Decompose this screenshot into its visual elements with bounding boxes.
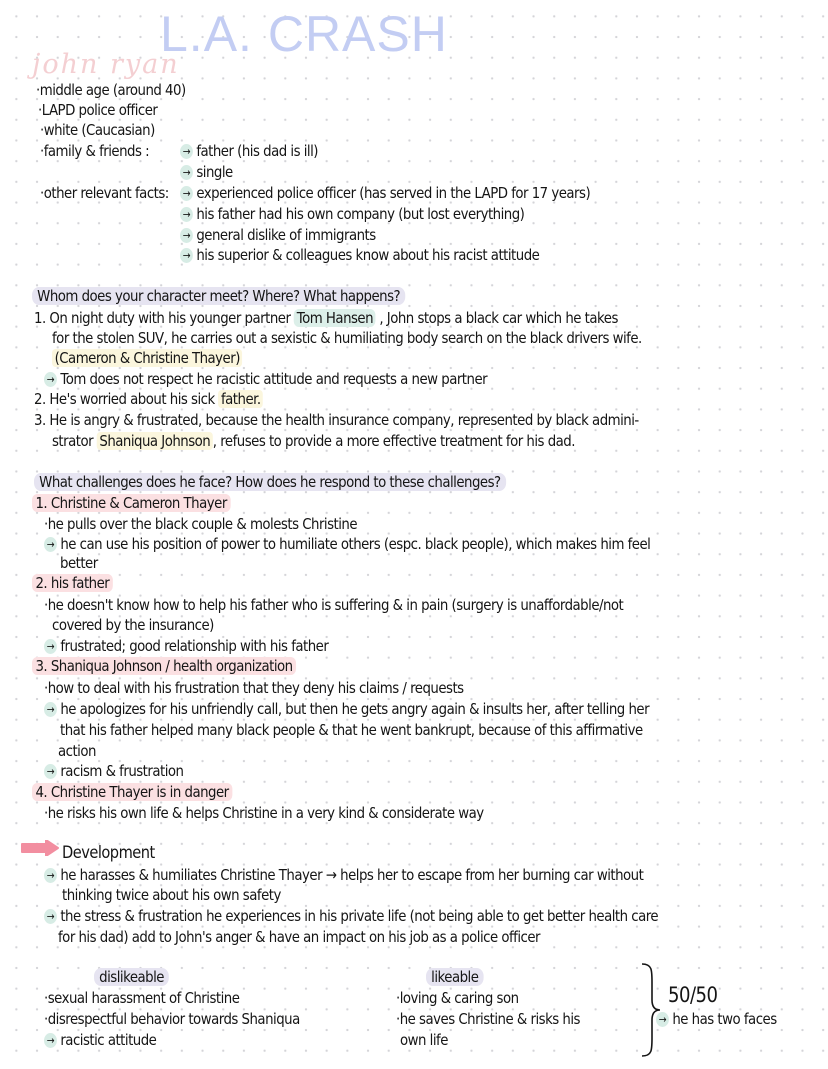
ratio-value: 50/50 [668, 983, 718, 1007]
development-item-1-cont: thinking twice about his own safety [62, 886, 281, 904]
likeable-heading: likeable [426, 967, 484, 987]
arrow-icon: → [44, 1033, 57, 1048]
arrow-icon: → [44, 639, 57, 654]
arrow-icon: → [180, 248, 193, 263]
likeable-item-cont: own life [400, 1031, 448, 1049]
likeable-item: ·he saves Christine & risks his [396, 1010, 580, 1028]
meet-item-3-cont: strator Shaniqua Johnson , refuses to provide a more effective treatment for his dad. [52, 432, 575, 450]
meet-item-1-names: (Cameron & Christine Thayer) [52, 348, 242, 368]
arrow-icon: → [325, 866, 337, 884]
arrow-icon: → [180, 144, 193, 159]
meet-item-1-arrow: → Tom does not respect he racistic attitude and requests a new partner [44, 369, 487, 389]
dislikeable-heading: dislikeable [94, 967, 169, 987]
other-fact: → his father had his own company (but lost everything) [180, 204, 524, 224]
development-item-2: → the stress & frustration he experiences in his private life (not being able to get better health care [44, 906, 658, 926]
pink-arrow-icon [20, 840, 60, 856]
challenge-2-bullet-cont: covered by the insurance) [52, 616, 214, 634]
arrow-icon: → [44, 702, 57, 717]
challenge-3-title: 3. Shaniqua Johnson / health organization [32, 656, 296, 676]
arrow-icon: → [44, 537, 57, 552]
challenge-4-bullet: ·he risks his own life & helps Christine in a very kind & considerate way [44, 804, 484, 822]
arrow-icon: → [44, 909, 57, 924]
other-fact: → general dislike of immigrants [180, 225, 376, 245]
meet-item-2: 2. He's worried about his sick father. [34, 389, 263, 409]
challenge-3-arrow: → he apologizes for his unfriendly call, but then he gets angry again & insults her, after telling her [44, 699, 649, 719]
challenge-1-arrow: → he can use his position of power to humiliate others (espc. black people), which makes him feel [44, 534, 650, 554]
challenge-1-bullet: ·he pulls over the black couple & molests Christine [44, 515, 358, 533]
meet-item-1-cont: for the stolen SUV, he carries out a sexistic & humiliating body search on the black drivers wife. [52, 329, 642, 347]
challenge-1-title: 1. Christine & Cameron Thayer [32, 493, 230, 513]
arrow-icon: → [180, 228, 193, 243]
profile-fact: ·white (Caucasian) [40, 121, 155, 139]
other-fact: → experienced police officer (has served in the LAPD for 17 years) [180, 183, 590, 203]
arrow-icon: → [44, 868, 57, 883]
challenges-heading: What challenges does he face? How does he respond to these challenges? [34, 472, 506, 492]
arrow-icon: → [180, 186, 193, 201]
challenge-2-arrow: → frustrated; good relationship with his father [44, 636, 328, 656]
challenge-3-arrow-cont: action [58, 742, 96, 760]
character-name: john ryan [32, 49, 180, 80]
family-label: ·family & friends : [40, 142, 150, 160]
profile-fact: ·middle age (around 40) [36, 81, 186, 99]
dislikeable-arrow: → racistic attitude [44, 1030, 156, 1050]
dislikeable-item: ·sexual harassment of Christine [44, 989, 240, 1007]
arrow-icon: → [44, 764, 57, 779]
arrow-icon: → [44, 372, 57, 387]
likeable-item: ·loving & caring son [396, 989, 519, 1007]
page-title: L.A. CRASH [160, 6, 448, 62]
development-item-1: → he harasses & humiliates Christine Thayer → helps her to escape from her burning car without [44, 865, 643, 885]
challenge-2-title: 2. his father [32, 573, 113, 593]
challenge-3-bullet: ·how to deal with his frustration that they deny his claims / requests [44, 679, 464, 697]
arrow-icon: → [656, 1012, 669, 1027]
meet-item-1: 1. On night duty with his younger partner Tom Hansen , John stops a black car which he takes [34, 309, 618, 327]
meet-heading: Whom does your character meet? Where? What happens? [32, 286, 405, 306]
tom-hansen-highlight: Tom Hansen [294, 309, 375, 327]
conclusion: → he has two faces [656, 1009, 777, 1029]
family-item: → father (his dad is ill) [180, 141, 318, 161]
challenge-3-arrow-2: → racism & frustration [44, 761, 183, 781]
challenge-4-title: 4. Christine Thayer is in danger [32, 782, 232, 802]
development-heading: Development [62, 843, 155, 863]
challenge-1-arrow-cont: better [60, 554, 98, 572]
challenge-3-arrow-cont: that his father helped many black people & that he went bankrupt, because of this affirmative [60, 721, 643, 739]
meet-item-3: 3. He is angry & frustrated, because the health insurance company, represented by black admini- [34, 411, 639, 429]
development-item-2-cont: for his dad) add to John's anger & have an impact on his job as a police officer [58, 928, 541, 946]
arrow-icon: → [180, 165, 193, 180]
other-facts-label: ·other relevant facts: [40, 184, 169, 202]
other-fact: → his superior & colleagues know about his racist attitude [180, 245, 539, 265]
profile-fact: ·LAPD police officer [38, 101, 158, 119]
challenge-2-bullet: ·he doesn't know how to help his father who is suffering & in pain (surgery is unaffordable/not [44, 596, 624, 614]
arrow-icon: → [180, 207, 193, 222]
family-item: → single [180, 162, 233, 182]
dislikeable-item: ·disrespectful behavior towards Shaniqua [44, 1010, 300, 1028]
